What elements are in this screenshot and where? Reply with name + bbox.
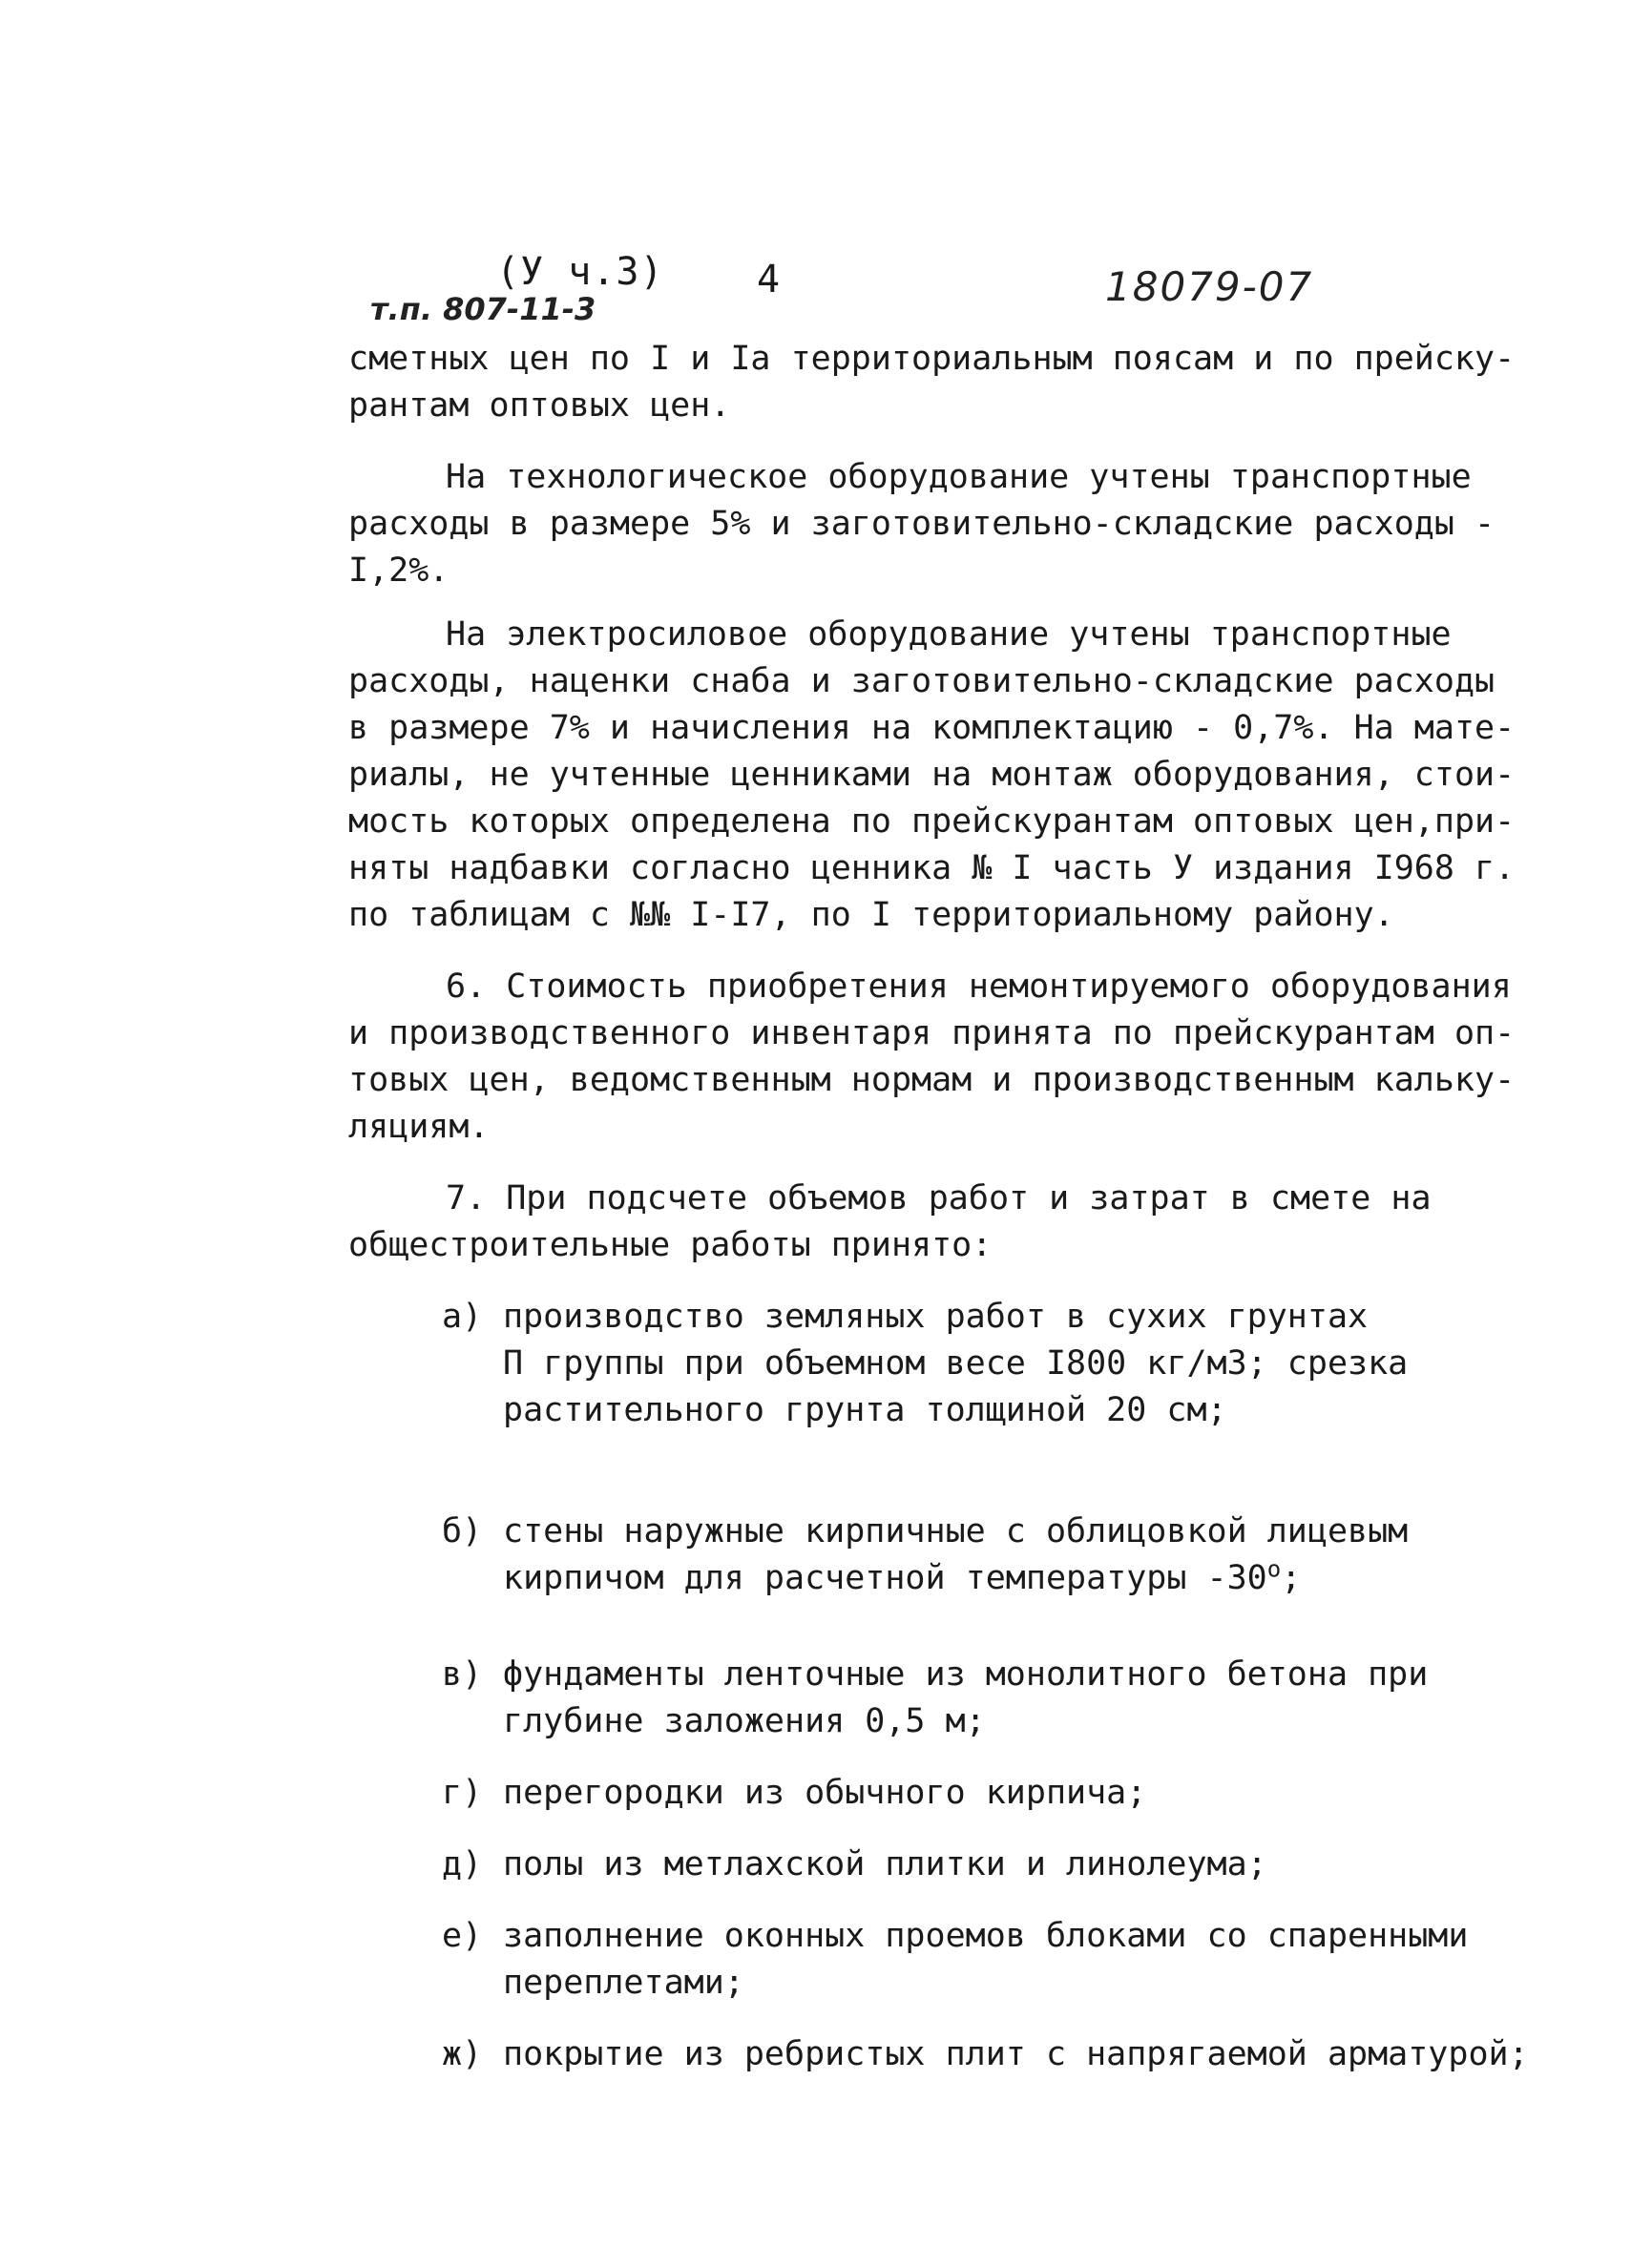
text-line: расходы, наценки снаба и заготовительно-складские расходы	[348, 662, 1495, 700]
list-item-text: ;	[1281, 1559, 1302, 1597]
list-item-line	[348, 1770, 1498, 1817]
list-item-line	[348, 1841, 1498, 1888]
list-item-text: производство земляных работ в сухих грунтах	[503, 1298, 1369, 1336]
list-marker: в)	[442, 1655, 483, 1694]
text-line: 6. Стоимость приобретения немонтируемого оборудования	[446, 968, 1512, 1006]
list-item-line: П группы при объемном весе I800 кг/м3; срезка	[503, 1344, 1409, 1383]
list-marker: д)	[442, 1845, 483, 1883]
intro-paragraph	[348, 336, 1516, 429]
text-line: товых цен, ведомственным нормам и производственным кальку-	[348, 1061, 1516, 1099]
list-item-d	[348, 1841, 1498, 1888]
paragraph-7	[348, 1176, 1498, 1269]
list-item-line	[348, 1509, 1498, 1555]
list-item-b	[348, 1509, 1498, 1602]
list-marker: г)	[442, 1774, 483, 1812]
text-line: няты надбавки согласно ценника № I часть У издания I968 г.	[348, 849, 1516, 887]
list-item-text: покрытие из ребристых плит с напрягаемой арматурой;	[503, 2035, 1529, 2073]
project-number: т.п. 807-11-3	[370, 291, 596, 327]
list-item-text: кирпичом для расчетной температуры -30	[503, 1559, 1267, 1597]
text-line: На электросиловое оборудование учтены транспортные	[446, 615, 1452, 654]
text-line: ляциям.	[348, 1108, 490, 1146]
list-item-a	[348, 1294, 1498, 1434]
list-item-zh	[348, 2031, 1529, 2078]
list-item-text: перегородки из обычного кирпича;	[503, 1774, 1147, 1812]
list-item-text: фундаменты ленточные из монолитного бетона при	[503, 1655, 1429, 1694]
text-line: по таблицам с №№ I-I7, по I территориальному району.	[348, 896, 1394, 934]
list-item-line	[348, 1913, 1498, 1960]
document-body	[348, 336, 1529, 2078]
list-item-text: заполнение оконных проемов блоками со спаренными	[503, 1917, 1469, 1955]
electrical-equipment-paragraph	[348, 612, 1516, 939]
list-item-text: полы из метлахской плитки и линолеума;	[503, 1845, 1267, 1883]
text-line: I,2%.	[348, 551, 450, 590]
list-item-v	[348, 1652, 1498, 1745]
text-line: На технологическое оборудование учтены транспортные	[446, 458, 1472, 496]
text-line: 7. При подсчете объемов работ и затрат в смете на	[446, 1179, 1432, 1217]
text-line: в размере 7% и начисления на комплектацию - 0,7%. На мате-	[348, 709, 1516, 747]
text-line: сметных цен по I и Iа территориальным поясам и по прейску-	[348, 340, 1516, 378]
tech-equipment-paragraph	[348, 454, 1498, 594]
list-marker: а)	[442, 1298, 483, 1336]
list-item-line: глубине заложения 0,5 м;	[503, 1702, 986, 1740]
degree-superscript: о	[1266, 1555, 1282, 1583]
list-item-line	[348, 1652, 1498, 1698]
list-item-line	[348, 2031, 1529, 2078]
list-item-line: переплетами;	[503, 1964, 744, 2002]
text-line: рантам оптовых цен.	[348, 386, 731, 425]
text-line: и производственного инвентаря принята по прейскурантам оп-	[348, 1014, 1516, 1052]
text-line: расходы в размере 5% и заготовительно-складские расходы -	[348, 505, 1495, 543]
list-item-text: стены наружные кирпичные с облицовкой лицевым	[503, 1512, 1409, 1550]
text-line: мость которых определена по прейскурантам оптовых цен,при-	[348, 802, 1516, 841]
list-item-line: растительного грунта толщиной 20 см;	[503, 1391, 1227, 1429]
paragraph-6	[348, 964, 1516, 1151]
page-number: 4	[757, 258, 781, 302]
list-item-e	[348, 1913, 1498, 2007]
list-item-line	[348, 1555, 1498, 1602]
list-item-g	[348, 1770, 1498, 1817]
list-marker: ж)	[442, 2035, 483, 2073]
list-item-line	[348, 1294, 1498, 1341]
list-marker: е)	[442, 1917, 483, 1955]
text-line: риалы, не учтенные ценниками на монтаж оборудования, стои-	[348, 756, 1516, 794]
document-code: 18079-07	[1105, 263, 1314, 310]
part-label: (У ч.3)	[496, 250, 664, 294]
list-marker: б)	[442, 1512, 483, 1550]
text-line: общестроительные работы принято:	[348, 1226, 993, 1264]
